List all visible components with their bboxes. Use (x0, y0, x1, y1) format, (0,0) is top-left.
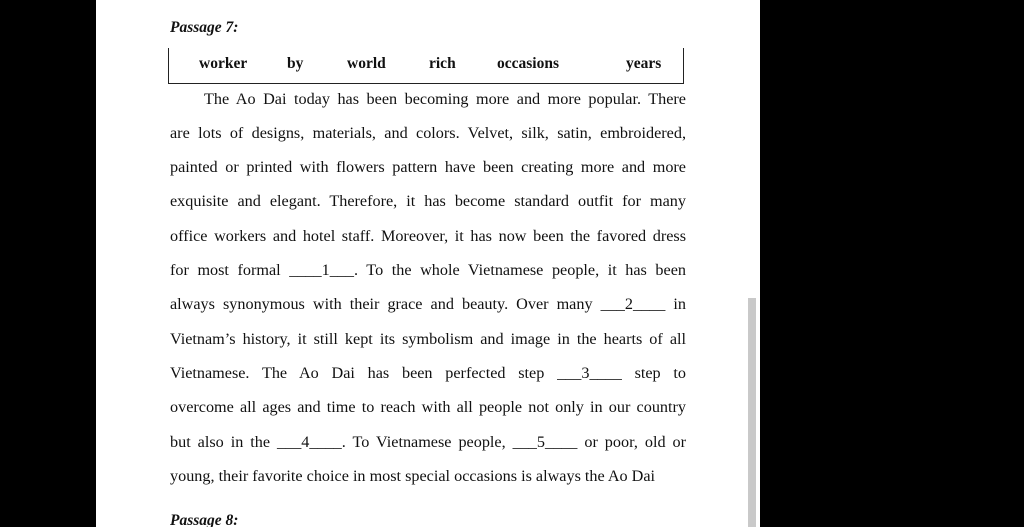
next-passage-heading: Passage 8: (170, 512, 239, 527)
word-bank-item: years (626, 55, 662, 72)
word-bank-item: rich (429, 55, 456, 72)
word-bank-item: by (287, 55, 304, 72)
right-background (760, 0, 1024, 527)
word-bank-item: worker (199, 55, 248, 72)
passage-line: always synonymous with their grace and beauty. Over many ___2____ in (170, 295, 686, 313)
vertical-scrollbar[interactable] (748, 298, 756, 527)
passage-line: Vietnam’s history, it still kept its symbolism and image in the hearts of all (170, 330, 686, 348)
passage-line: Vietnamese. The Ao Dai has been perfected step ___3____ step to (170, 364, 686, 382)
passage-line: overcome all ages and time to reach with all people not only in our country (170, 398, 686, 416)
word-bank-box (168, 48, 684, 84)
passage-line: exquisite and elegant. Therefore, it has become standard outfit for many (170, 192, 686, 210)
passage-heading: Passage 7: (170, 19, 239, 36)
passage-line: office workers and hotel staff. Moreover, it has now been the favored dress (170, 227, 686, 245)
word-bank-item: occasions (497, 55, 559, 72)
passage-line: The Ao Dai today has been becoming more and more popular. There (204, 90, 686, 108)
passage-line: young, their favorite choice in most special occasions is always the Ao Dai (170, 467, 656, 485)
word-bank-item: world (347, 55, 386, 72)
passage-line: but also in the ___4____. To Vietnamese people, ___5____ or poor, old or (170, 433, 686, 451)
document-page (96, 0, 760, 527)
passage-line: painted or printed with flowers pattern have been creating more and more (170, 158, 686, 176)
passage-line: for most formal ____1___. To the whole Vietnamese people, it has been (170, 261, 686, 279)
passage-line: are lots of designs, materials, and colors. Velvet, silk, satin, embroidered, (170, 124, 686, 142)
